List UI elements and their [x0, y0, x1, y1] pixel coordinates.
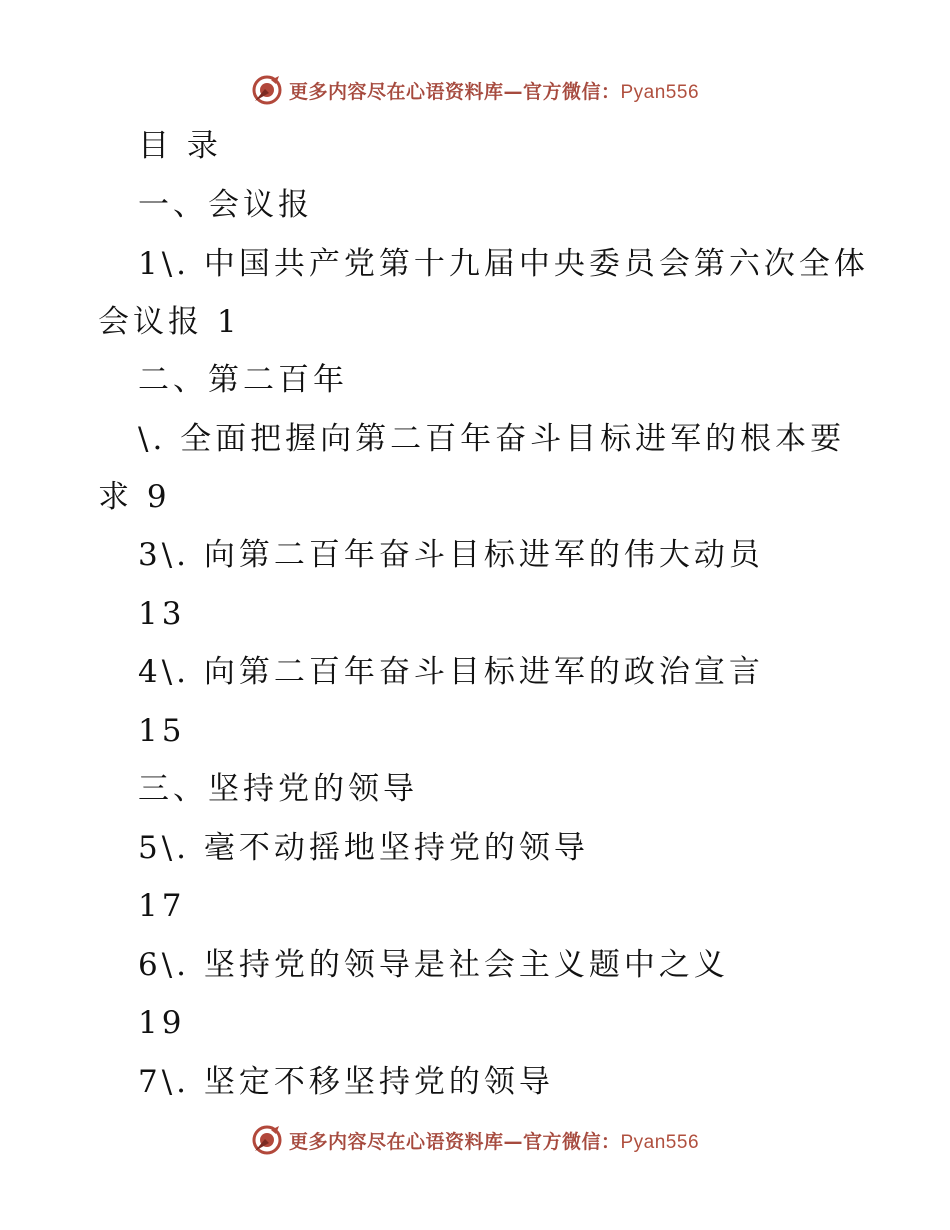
toc-item-5-page: 17 [138, 888, 186, 924]
toc-item-3-page: 13 [138, 596, 186, 632]
toc-item-1: 1\. 中国共产党第十九届中央委员会第六次全体 [138, 246, 869, 282]
header-watermark [0, 70, 950, 110]
toc-item-5: 5\. 毫不动摇地坚持党的领导 [138, 830, 589, 866]
footer-watermark [0, 1120, 950, 1160]
red-pen-logo-icon [251, 74, 283, 106]
toc-item-6-page: 19 [138, 1005, 186, 1041]
toc-item-7: 7\. 坚定不移坚持党的领导 [138, 1064, 554, 1100]
toc-item-3: 3\. 向第二百年奋斗目标进军的伟大动员 [138, 537, 764, 573]
toc-section-2: 二、第二百年 [138, 362, 348, 398]
toc-item-1-cont: 会议报 1 [98, 304, 241, 340]
toc-section-1: 一、会议报 [138, 187, 313, 223]
toc-heading: 目 录 [138, 128, 222, 164]
red-pen-logo-icon [251, 1124, 283, 1156]
toc-item-2: \. 全面把握向第二百年奋斗目标进军的根本要 [138, 421, 846, 457]
toc-item-6: 6\. 坚持党的领导是社会主义题中之义 [138, 947, 729, 983]
watermark-text: 更多内容尽在心语资料库—官方微信：Pyan556 [288, 1130, 700, 1153]
toc-item-2-cont: 求 9 [98, 479, 171, 515]
toc-section-3: 三、坚持党的领导 [138, 771, 418, 807]
toc-item-4-page: 15 [138, 713, 186, 749]
toc-item-4: 4\. 向第二百年奋斗目标进军的政治宣言 [138, 654, 764, 690]
watermark-text: 更多内容尽在心语资料库—官方微信：Pyan556 [288, 80, 700, 103]
